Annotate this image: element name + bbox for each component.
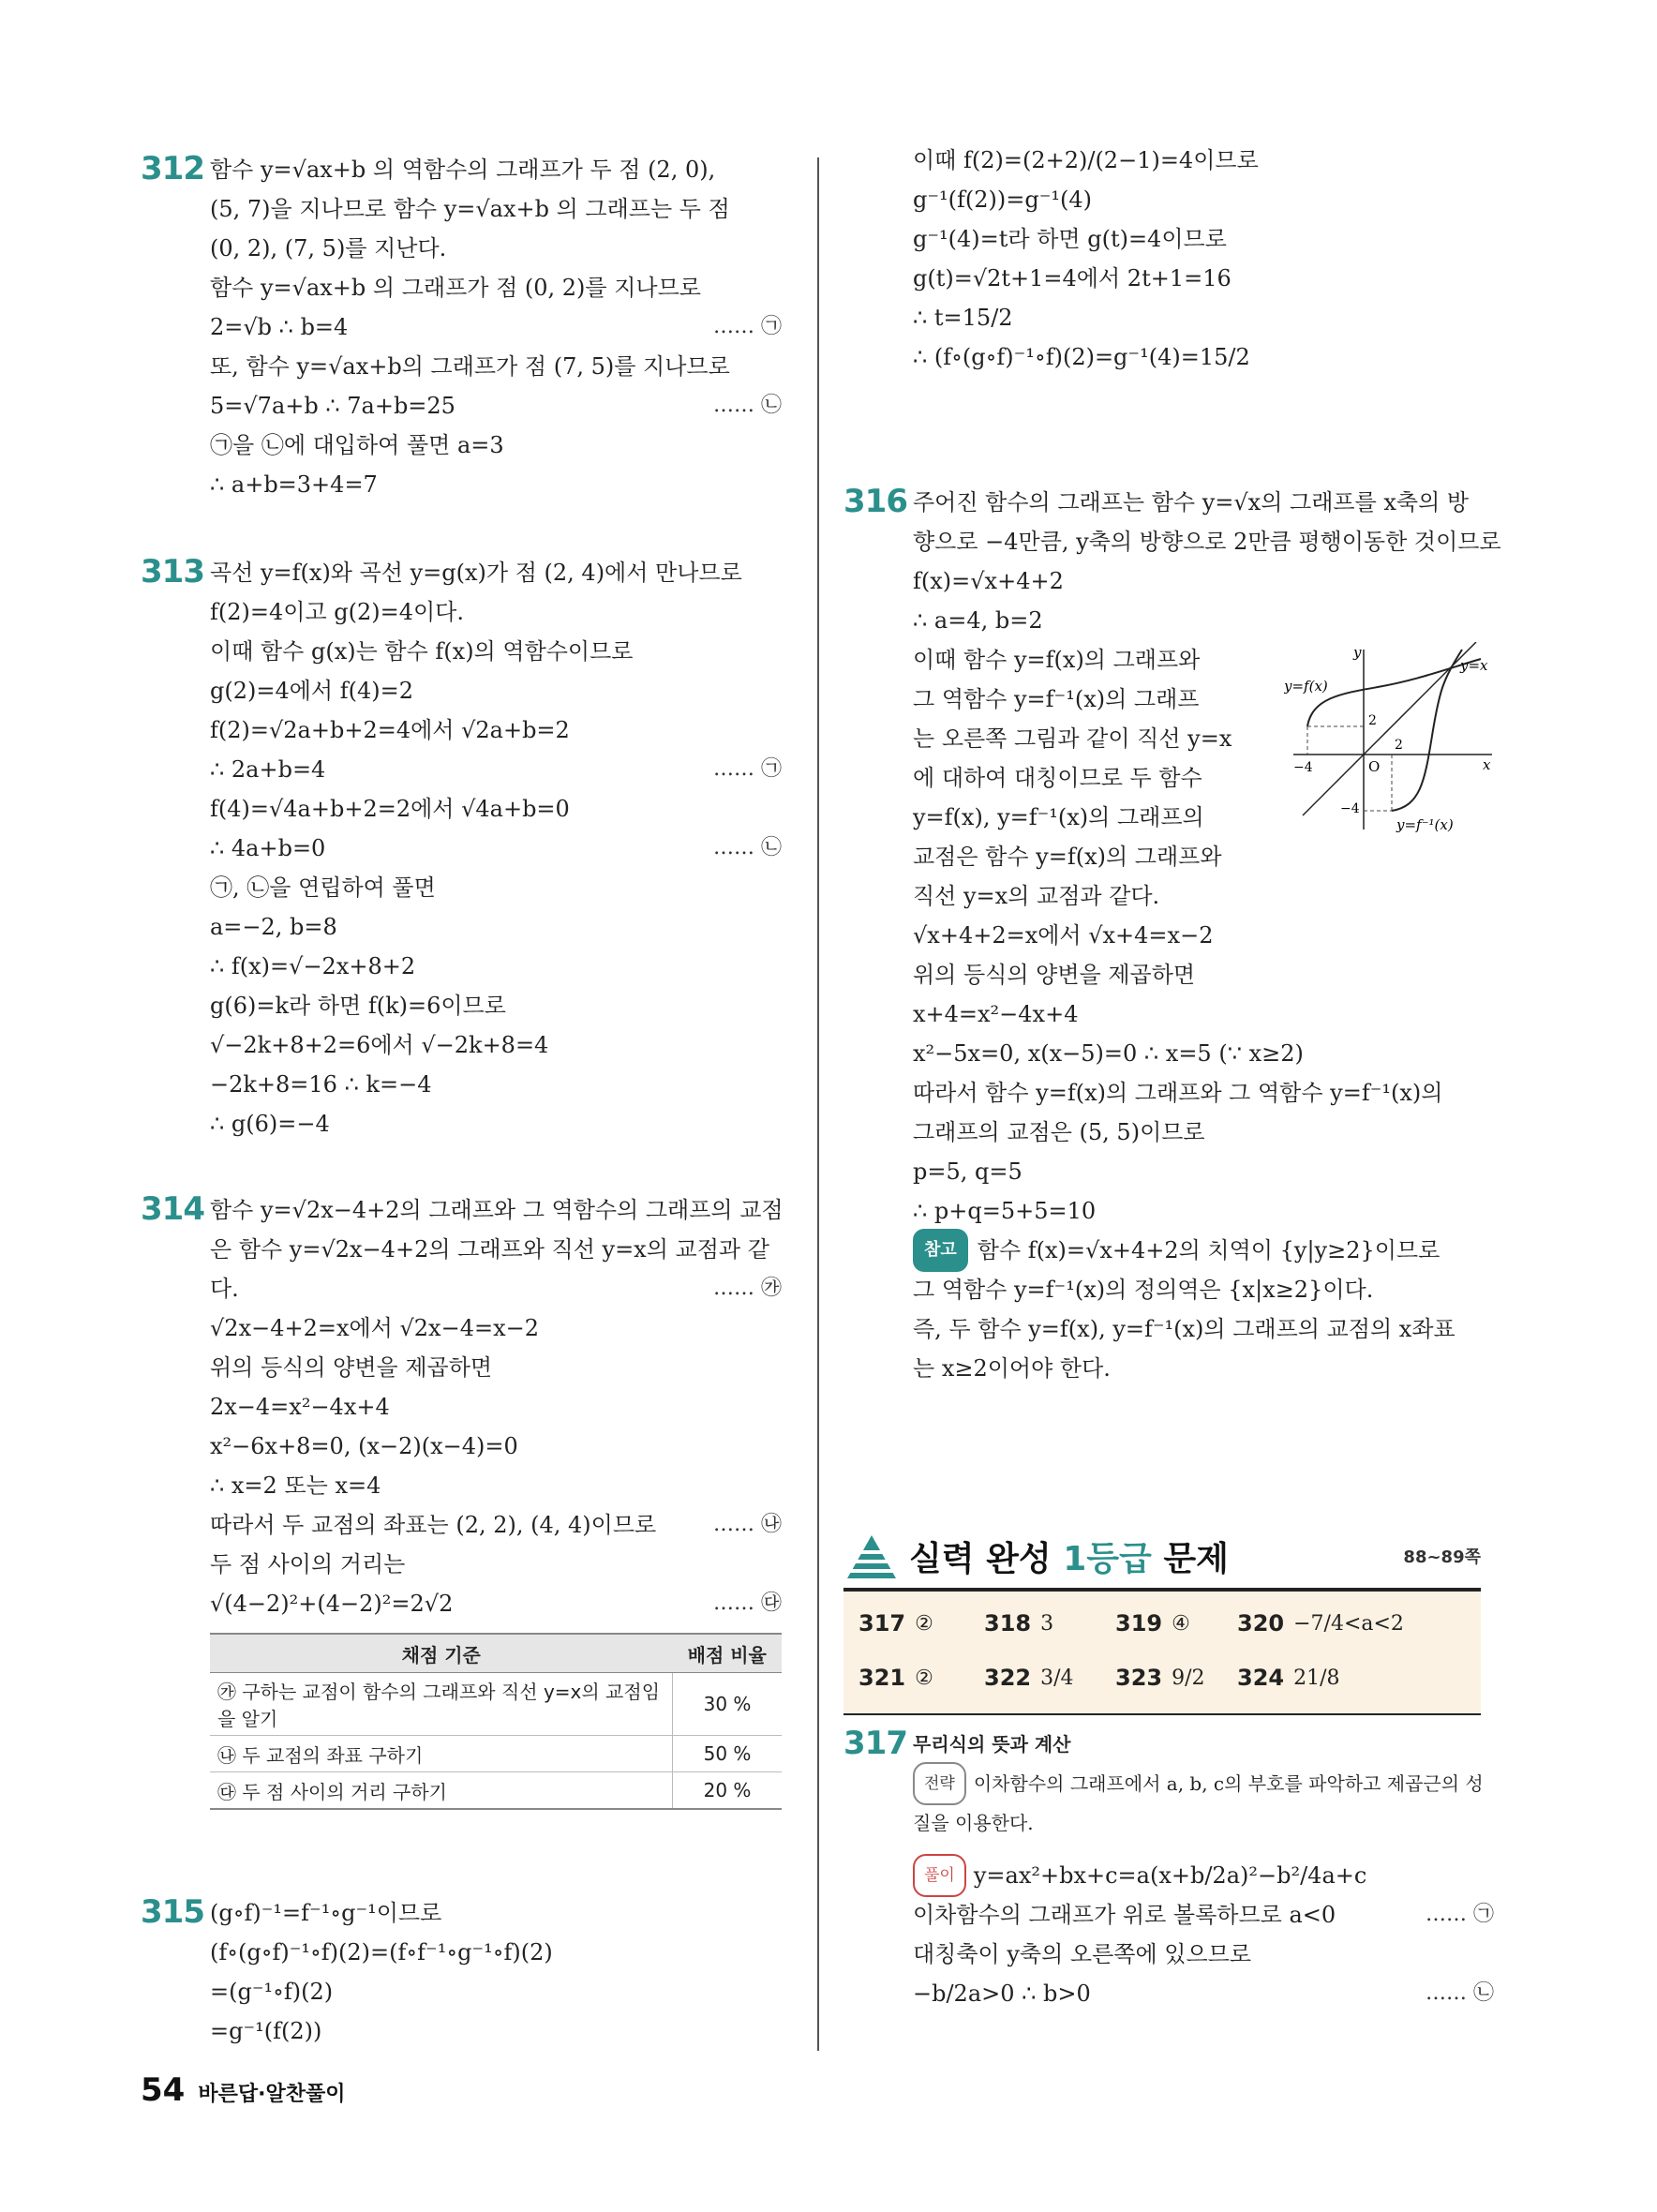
text-line [913, 837, 1269, 876]
line-text: 두 점 사이의 거리는 [210, 1551, 406, 1577]
solution-line [913, 1974, 1500, 2013]
equation-mark: …… ㉠ [713, 315, 782, 338]
line-text: 그 역함수 y=f⁻¹(x)의 정의역은 {x|x≥2}이다. [913, 1277, 1374, 1303]
line-text: (f∘(g∘f)⁻¹∘f)(2)=(f∘f⁻¹∘g⁻¹∘f)(2) [210, 1939, 553, 1965]
solution-text: y=ax²+bx+c=a(x+b/2a)²−b²/4a+c [973, 1862, 1367, 1889]
section-title-b: 1등급 [1063, 1539, 1152, 1578]
equation-mark: …… ㉡ [1426, 1981, 1494, 2005]
problem-number: 313 [141, 553, 204, 590]
equation-mark: …… ㉡ [713, 836, 782, 859]
line-text: ㉠을 ㉡에 대입하여 풀면 a=3 [210, 432, 504, 458]
answer-number: 324 [1237, 1665, 1285, 1691]
text-line [210, 307, 787, 347]
text-line [913, 298, 1500, 337]
answer-value: 21/8 [1293, 1666, 1340, 1690]
answer-value: −7/4<a<2 [1293, 1611, 1404, 1636]
text-line [913, 719, 1269, 758]
line-text: ∴ (f∘(g∘f)⁻¹∘f)(2)=g⁻¹(4)=15/2 [913, 344, 1250, 370]
problem-body [210, 553, 787, 1143]
tick-2-x: 2 [1395, 738, 1403, 753]
strategy-badge: 전략 [913, 1762, 966, 1805]
problem-body [210, 1190, 787, 1623]
label-f: y=f(x) [1284, 678, 1328, 695]
line-text: 5=√7a+b ∴ 7a+b=25 [210, 393, 455, 419]
text-line [210, 1545, 787, 1584]
line-text: f(x)=√x+4+2 [913, 568, 1064, 594]
problem-314 [141, 1190, 787, 1810]
answer-number: 322 [984, 1665, 1032, 1691]
line-text: ∴ a+b=3+4=7 [210, 471, 378, 498]
line-text: y=f(x), y=f⁻¹(x)의 그래프의 [913, 804, 1204, 830]
problem-316 [843, 483, 1500, 1388]
table-header-criteria: 채점 기준 [210, 1634, 673, 1673]
line-text: ∴ 2a+b=4 [210, 756, 326, 783]
label-origin: O [1368, 758, 1381, 775]
solution-line [913, 1935, 1500, 1974]
problem-number: 317 [843, 1725, 907, 1762]
line-text: 함수 y=√ax+b 의 그래프가 점 (0, 2)를 지나므로 [210, 275, 701, 301]
text-line [210, 553, 787, 592]
text-line [210, 386, 787, 426]
line-text: ∴ g(6)=−4 [210, 1111, 330, 1137]
text-line [913, 601, 1500, 640]
table-header-rate: 배점 비율 [673, 1634, 783, 1673]
text-line [913, 955, 1500, 994]
answer-number: 318 [984, 1610, 1032, 1637]
line-text: 곡선 y=f(x)와 곡선 y=g(x)가 점 (2, 4)에서 만나므로 [210, 560, 742, 586]
text-line [210, 189, 787, 229]
rate-cell: 30 % [673, 1673, 783, 1736]
text-line [913, 758, 1269, 798]
label-yx: y=x [1460, 657, 1488, 674]
answer-value: ② [915, 1611, 933, 1636]
text-line [210, 1065, 787, 1104]
line-text: 위의 등식의 양변을 제곱하면 [913, 962, 1196, 988]
table-row [210, 1736, 782, 1772]
text-line [210, 592, 787, 632]
text-line [913, 994, 1500, 1034]
section-logo-icon [843, 1530, 900, 1582]
line-text: √2x−4+2=x에서 √2x−4=x−2 [210, 1315, 539, 1341]
answer-value: 9/2 [1172, 1666, 1205, 1690]
text-line [210, 829, 787, 868]
answer-item [1237, 1610, 1404, 1637]
text-line [210, 1387, 787, 1427]
text-line [210, 2011, 787, 2051]
problem-body [913, 1725, 1500, 2013]
text-line [210, 789, 787, 829]
text-line [913, 1191, 1500, 1231]
problem-315-continued [843, 141, 1500, 377]
label-x: x [1483, 756, 1491, 773]
text-line [210, 1893, 787, 1933]
text-line [210, 632, 787, 671]
text-line [913, 680, 1269, 719]
page-footer [141, 2071, 345, 2109]
answer-value: ④ [1172, 1611, 1190, 1636]
line-text: g(t)=√2t+1=4에서 2t+1=16 [913, 265, 1232, 291]
line-text: g⁻¹(f(2))=g⁻¹(4) [913, 187, 1093, 213]
line-text: 은 함수 y=√2x−4+2의 그래프와 직선 y=x의 교점과 같 [210, 1236, 769, 1263]
line-text: 이때 함수 y=f(x)의 그래프와 [913, 647, 1201, 673]
line-text: f(2)=4이고 g(2)=4이다. [210, 599, 464, 625]
answer-item [1237, 1665, 1340, 1691]
text-line [913, 259, 1500, 298]
curve-f [1307, 659, 1481, 726]
line-text: −2k+8=16 ∴ k=−4 [210, 1071, 432, 1098]
line-text: 는 x≥2이어야 한다. [913, 1355, 1111, 1382]
solution-line [913, 1895, 1500, 1935]
line-text: 2x−4=x²−4x+4 [210, 1394, 390, 1420]
answer-number: 319 [1115, 1610, 1163, 1637]
text-line [913, 1270, 1500, 1309]
text-line [913, 483, 1500, 522]
text-line [913, 1309, 1500, 1349]
tick-minus4-y: −4 [1340, 801, 1360, 816]
criteria-cell: ㉯ 두 교점의 좌표 구하기 [210, 1736, 673, 1772]
text-line [210, 1427, 787, 1466]
text-line [913, 180, 1500, 219]
line-text: 주어진 함수의 그래프는 함수 y=√x의 그래프를 x축의 방 [913, 489, 1470, 516]
problem-body [913, 483, 1500, 1388]
section-title-c: 문제 [1163, 1539, 1229, 1578]
line-text: 따라서 함수 y=f(x)의 그래프와 그 역함수 y=f⁻¹(x)의 [913, 1080, 1443, 1106]
line-text: (0, 2), (7, 5)를 지난다. [210, 235, 447, 262]
problem-number: 314 [141, 1190, 204, 1228]
solution-text: 대칭축이 y축의 오른쪽에 있으므로 [913, 1941, 1252, 1967]
line-text: g⁻¹(4)=t라 하면 g(t)=4이므로 [913, 226, 1227, 252]
answer-number: 317 [858, 1610, 906, 1637]
strategy-text: 질을 이용한다. [913, 1812, 1034, 1834]
line-text: 교점은 함수 y=f(x)의 그래프와 [913, 844, 1222, 870]
line-text: 다. [210, 1276, 239, 1302]
section-title-a: 실력 완성 [909, 1539, 1052, 1578]
strategy-line [913, 1803, 1500, 1843]
equation-mark: …… ㉰ [713, 1592, 782, 1615]
line-text: (g∘f)⁻¹=f⁻¹∘g⁻¹이므로 [210, 1900, 442, 1926]
strategy-text: 이차함수의 그래프에서 a, b, c의 부호를 파악하고 제곱근의 성 [973, 1772, 1484, 1795]
answer-section [843, 1528, 1481, 1715]
line-text: ∴ f(x)=√−2x+8+2 [210, 953, 416, 979]
problem-number: 315 [141, 1893, 204, 1931]
page-number: 54 [141, 2071, 186, 2109]
equation-mark: …… ㉠ [713, 757, 782, 781]
line-text: 는 오른쪽 그림과 같이 직선 y=x [913, 725, 1232, 752]
text-line [913, 1034, 1500, 1073]
text-line [210, 465, 787, 504]
line-text: ∴ p+q=5+5=10 [913, 1198, 1097, 1224]
text-line [210, 1308, 787, 1348]
text-line [913, 1073, 1500, 1113]
text-line [210, 907, 787, 947]
text-line [913, 1152, 1500, 1191]
scoring-table [210, 1633, 782, 1810]
text-line [210, 1348, 787, 1387]
section-title [909, 1532, 1229, 1580]
text-line [210, 1505, 787, 1545]
topic: 무리식의 뜻과 계산 [913, 1733, 1071, 1756]
curve-f-inverse [1392, 650, 1462, 811]
line-text: ∴ a=4, b=2 [913, 607, 1043, 634]
line-text: 향으로 −4만큼, y축의 방향으로 2만큼 평행이동한 것이므로 [913, 529, 1501, 555]
text-line [210, 1104, 787, 1143]
line-text: 함수 y=√ax+b 의 역함수의 그래프가 두 점 (2, 0), [210, 157, 716, 183]
rate-cell: 50 % [673, 1736, 783, 1772]
problem-315 [141, 1893, 787, 2051]
answer-number: 321 [858, 1665, 906, 1691]
text-line [913, 522, 1500, 561]
text-line [913, 141, 1500, 180]
text-line [913, 1349, 1500, 1388]
answer-item [984, 1610, 1053, 1637]
line-text: =(g⁻¹∘f)(2) [210, 1979, 334, 2005]
criteria-cell: ㉰ 두 점 사이의 거리 구하기 [210, 1772, 673, 1810]
inverse-function-graph [1284, 642, 1500, 839]
text-line [210, 1269, 787, 1308]
problem-body [913, 141, 1500, 377]
note-block [913, 1231, 1500, 1388]
equation-mark: …… ㉠ [1426, 1903, 1494, 1926]
line-text: 2=√b ∴ b=4 [210, 314, 349, 340]
line-text: g(2)=4에서 f(4)=2 [210, 678, 413, 704]
line-text: 함수 f(x)=√x+4+2의 치역이 {y|y≥2}이므로 [977, 1237, 1441, 1263]
answer-value: ② [915, 1666, 933, 1690]
answer-item [858, 1665, 933, 1691]
answer-item [858, 1610, 933, 1637]
text-line [210, 868, 787, 907]
rate-cell: 20 % [673, 1772, 783, 1810]
wrapped-text [913, 640, 1269, 916]
line-text: 위의 등식의 양변을 제곱하면 [210, 1354, 493, 1381]
solution-text: 이차함수의 그래프가 위로 볼록하므로 a<0 [913, 1902, 1336, 1928]
answer-value: 3/4 [1040, 1666, 1074, 1690]
line-text: x+4=x²−4x+4 [913, 1001, 1079, 1027]
table-row [210, 1772, 782, 1810]
answer-value: 3 [1040, 1611, 1054, 1636]
text-line [913, 561, 1500, 601]
line-text: ∴ t=15/2 [913, 305, 1013, 331]
line-text: 그 역함수 y=f⁻¹(x)의 그래프 [913, 686, 1200, 712]
text-line [913, 1231, 1500, 1270]
line-text: x²−5x=0, x(x−5)=0 ∴ x=5 (∵ x≥2) [913, 1040, 1304, 1067]
text-line [913, 219, 1500, 259]
solution-badge: 풀이 [913, 1854, 966, 1897]
text-line [210, 150, 787, 189]
text-line [210, 1933, 787, 1972]
text-line [210, 947, 787, 986]
tick-minus4-x: −4 [1293, 760, 1313, 775]
text-line [210, 710, 787, 750]
table-row [210, 1673, 782, 1736]
answer-number: 323 [1115, 1665, 1163, 1691]
answer-item [1115, 1665, 1205, 1691]
answer-box [843, 1588, 1481, 1715]
strategy-line [913, 1764, 1500, 1803]
line-text: p=5, q=5 [913, 1158, 1023, 1185]
criteria-cell: ㉮ 구하는 교점이 함수의 그래프와 직선 y=x의 교점임을 알기 [210, 1673, 673, 1736]
line-text: f(2)=√2a+b+2=4에서 √2a+b=2 [210, 717, 570, 743]
answer-item [984, 1665, 1074, 1691]
text-line [210, 426, 787, 465]
line-text: ∴ 4a+b=0 [210, 835, 326, 861]
section-pages: 88~89쪽 [1403, 1547, 1481, 1567]
problem-313 [141, 553, 787, 1143]
line-text: 또, 함수 y=√ax+b의 그래프가 점 (7, 5)를 지나므로 [210, 353, 730, 380]
line-text: 그래프의 교점은 (5, 5)이므로 [913, 1119, 1205, 1145]
line-text: 직선 y=x의 교점과 같다. [913, 883, 1160, 909]
footer-label: 바른답·알찬풀이 [198, 2083, 346, 2106]
line-text: √(4−2)²+(4−2)²=2√2 [210, 1591, 454, 1617]
text-line [210, 750, 787, 789]
line-text: 함수 y=√2x−4+2의 그래프와 그 역함수의 그래프의 교점 [210, 1197, 784, 1223]
text-line [210, 1025, 787, 1065]
line-text: a=−2, b=8 [210, 914, 337, 940]
text-line [210, 671, 787, 710]
text-line [913, 916, 1500, 955]
line-text: ∴ x=2 또는 x=4 [210, 1472, 381, 1499]
answer-item [1115, 1610, 1190, 1637]
line-text: 이때 함수 g(x)는 함수 f(x)의 역함수이므로 [210, 638, 634, 665]
line-text: √−2k+8+2=6에서 √−2k+8=4 [210, 1032, 549, 1058]
text-line [210, 986, 787, 1025]
problem-body [210, 1893, 787, 2051]
text-line [210, 229, 787, 268]
line-text: 에 대하여 대칭이므로 두 함수 [913, 765, 1202, 791]
tick-2-y: 2 [1368, 713, 1377, 728]
line-text: (5, 7)을 지나므로 함수 y=√ax+b 의 그래프는 두 점 [210, 196, 730, 222]
line-text: x²−6x+8=0, (x−2)(x−4)=0 [210, 1433, 518, 1459]
section-header [843, 1528, 1481, 1584]
problem-number: 316 [843, 483, 907, 520]
text-line [210, 1466, 787, 1505]
problem-body [210, 150, 787, 504]
problem-317 [843, 1725, 1500, 2013]
line-text: =g⁻¹(f(2)) [210, 2018, 322, 2044]
line-text: g(6)=k라 하면 f(k)=6이므로 [210, 993, 506, 1019]
line-text: f(4)=√4a+b+2=2에서 √4a+b=0 [210, 796, 570, 822]
line-text: ㉠, ㉡을 연립하여 풀면 [210, 874, 436, 901]
equation-mark: …… ㉯ [713, 1513, 782, 1536]
text-line [210, 268, 787, 307]
text-line [210, 1190, 787, 1230]
note-badge: 참고 [913, 1229, 968, 1272]
text-line [210, 1972, 787, 2011]
line-text: 즉, 두 함수 y=f(x), y=f⁻¹(x)의 그래프의 교점의 x좌표 [913, 1316, 1455, 1342]
text-line [913, 640, 1269, 680]
text-line [210, 347, 787, 386]
problem-312 [141, 150, 787, 504]
line-text: 이때 f(2)=(2+2)/(2−1)=4이므로 [913, 147, 1259, 173]
equation-mark: …… ㉮ [713, 1277, 782, 1300]
text-line [210, 1584, 787, 1623]
solution-text: −b/2a>0 ∴ b>0 [913, 1980, 1091, 2007]
equation-mark: …… ㉡ [713, 394, 782, 417]
answer-number: 320 [1237, 1610, 1285, 1637]
solution-line [913, 1856, 1500, 1895]
label-f-inverse: y=f⁻¹(x) [1396, 816, 1454, 833]
problem-number: 312 [141, 150, 204, 187]
column-divider [817, 157, 819, 2051]
text-line [913, 337, 1500, 377]
line-text: √x+4+2=x에서 √x+4=x−2 [913, 922, 1214, 949]
text-line [913, 1113, 1500, 1152]
text-line [210, 1230, 787, 1269]
line-text: 따라서 두 교점의 좌표는 (2, 2), (4, 4)이므로 [210, 1512, 657, 1538]
label-y: y [1353, 644, 1362, 661]
text-line [913, 876, 1269, 916]
text-line [913, 798, 1269, 837]
